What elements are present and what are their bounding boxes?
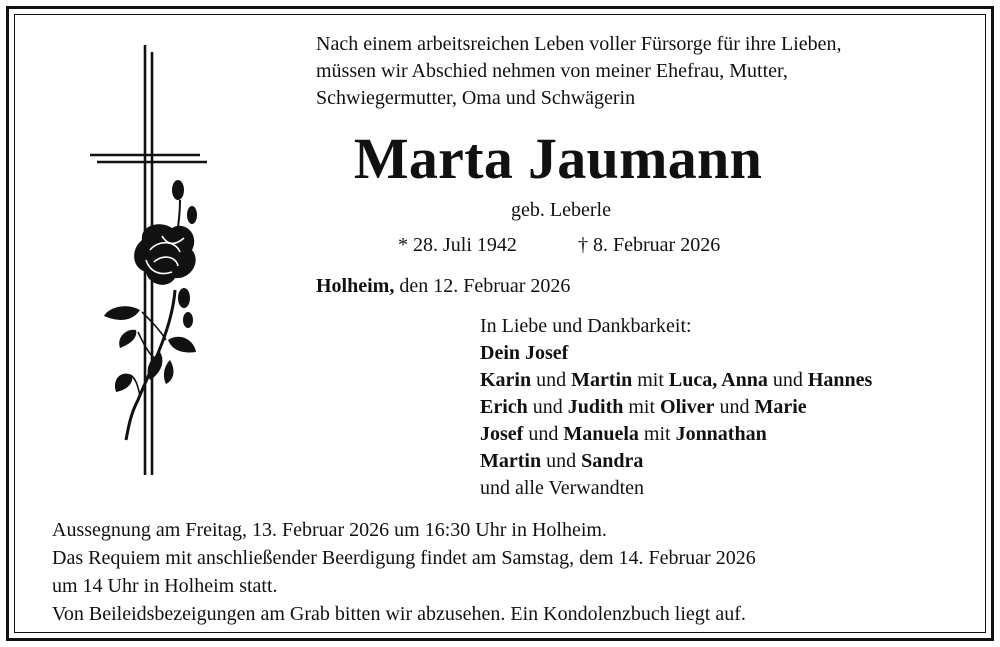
place-name: Holheim, bbox=[316, 275, 395, 297]
mourner-connector: und bbox=[714, 396, 755, 418]
funeral-details bbox=[52, 516, 756, 628]
footer-line: um 14 Uhr in Holheim statt. bbox=[52, 575, 278, 597]
mourner-connector: mit bbox=[623, 396, 661, 418]
mourner-name: Judith bbox=[567, 396, 624, 418]
mourner-name: Josef bbox=[480, 423, 524, 445]
mourner-line bbox=[480, 340, 872, 367]
mourner-name: Martin bbox=[571, 369, 633, 391]
intro-line: müssen wir Abschied nehmen von meiner Ehefrau, Mutter, bbox=[316, 60, 788, 82]
mourner-connector: mit bbox=[638, 423, 676, 445]
intro-text bbox=[316, 31, 842, 112]
maiden-name: geb. Leberle bbox=[511, 199, 611, 221]
footer-line: Von Beileidsbezeigungen am Grab bitten wir abzusehen. Ein Kondolenzbuch liegt auf. bbox=[52, 603, 746, 625]
mourner-name: Dein Josef bbox=[480, 342, 569, 364]
intro-line: Nach einem arbeitsreichen Leben voller Fürsorge für ihre Lieben, bbox=[316, 33, 842, 55]
mourners-block bbox=[480, 313, 872, 502]
mourner-connector: mit bbox=[632, 369, 669, 391]
intro-line: Schwiegermutter, Oma und Schwägerin bbox=[316, 87, 636, 109]
place-date-line bbox=[316, 273, 570, 300]
birth-date: * 28. Juli 1942 bbox=[398, 234, 517, 256]
mourner-name: Hannes bbox=[807, 369, 873, 391]
mourner-connector: und bbox=[531, 369, 572, 391]
mourner-connector: und alle Verwandten bbox=[480, 477, 645, 499]
mourner-name: Sandra bbox=[581, 450, 644, 472]
mourner-connector: und bbox=[523, 423, 564, 445]
mourner-line bbox=[480, 367, 872, 394]
mourner-connector: und bbox=[541, 450, 582, 472]
date-line: den 12. Februar 2026 bbox=[399, 275, 571, 297]
footer-line: Aussegnung am Freitag, 13. Februar 2026 um 16:30 Uhr in Holheim. bbox=[52, 519, 607, 541]
mourner-line bbox=[480, 394, 872, 421]
cross-with-rose-icon bbox=[80, 40, 210, 480]
death-date: † 8. Februar 2026 bbox=[578, 234, 721, 256]
mourners-heading: In Liebe und Dankbarkeit: bbox=[480, 315, 692, 337]
mourner-name: Erich bbox=[480, 396, 528, 418]
mourner-name: Marie bbox=[754, 396, 807, 418]
mourner-line bbox=[480, 475, 872, 502]
mourner-name: Martin bbox=[480, 450, 542, 472]
mourner-name: Oliver bbox=[660, 396, 715, 418]
deceased-name: Marta Jaumann bbox=[353, 126, 763, 191]
mourner-connector: und bbox=[527, 396, 568, 418]
mourner-line bbox=[480, 448, 872, 475]
footer-line: Das Requiem mit anschließender Beerdigung findet am Samstag, dem 14. Februar 2026 bbox=[52, 547, 756, 569]
mourner-list bbox=[480, 340, 872, 502]
mourner-name: Luca, Anna bbox=[668, 369, 768, 391]
mourner-name: Jonnathan bbox=[675, 423, 767, 445]
mourner-name: Manuela bbox=[563, 423, 639, 445]
mourner-connector: und bbox=[767, 369, 808, 391]
mourner-line bbox=[480, 421, 872, 448]
mourner-name: Karin bbox=[480, 369, 532, 391]
